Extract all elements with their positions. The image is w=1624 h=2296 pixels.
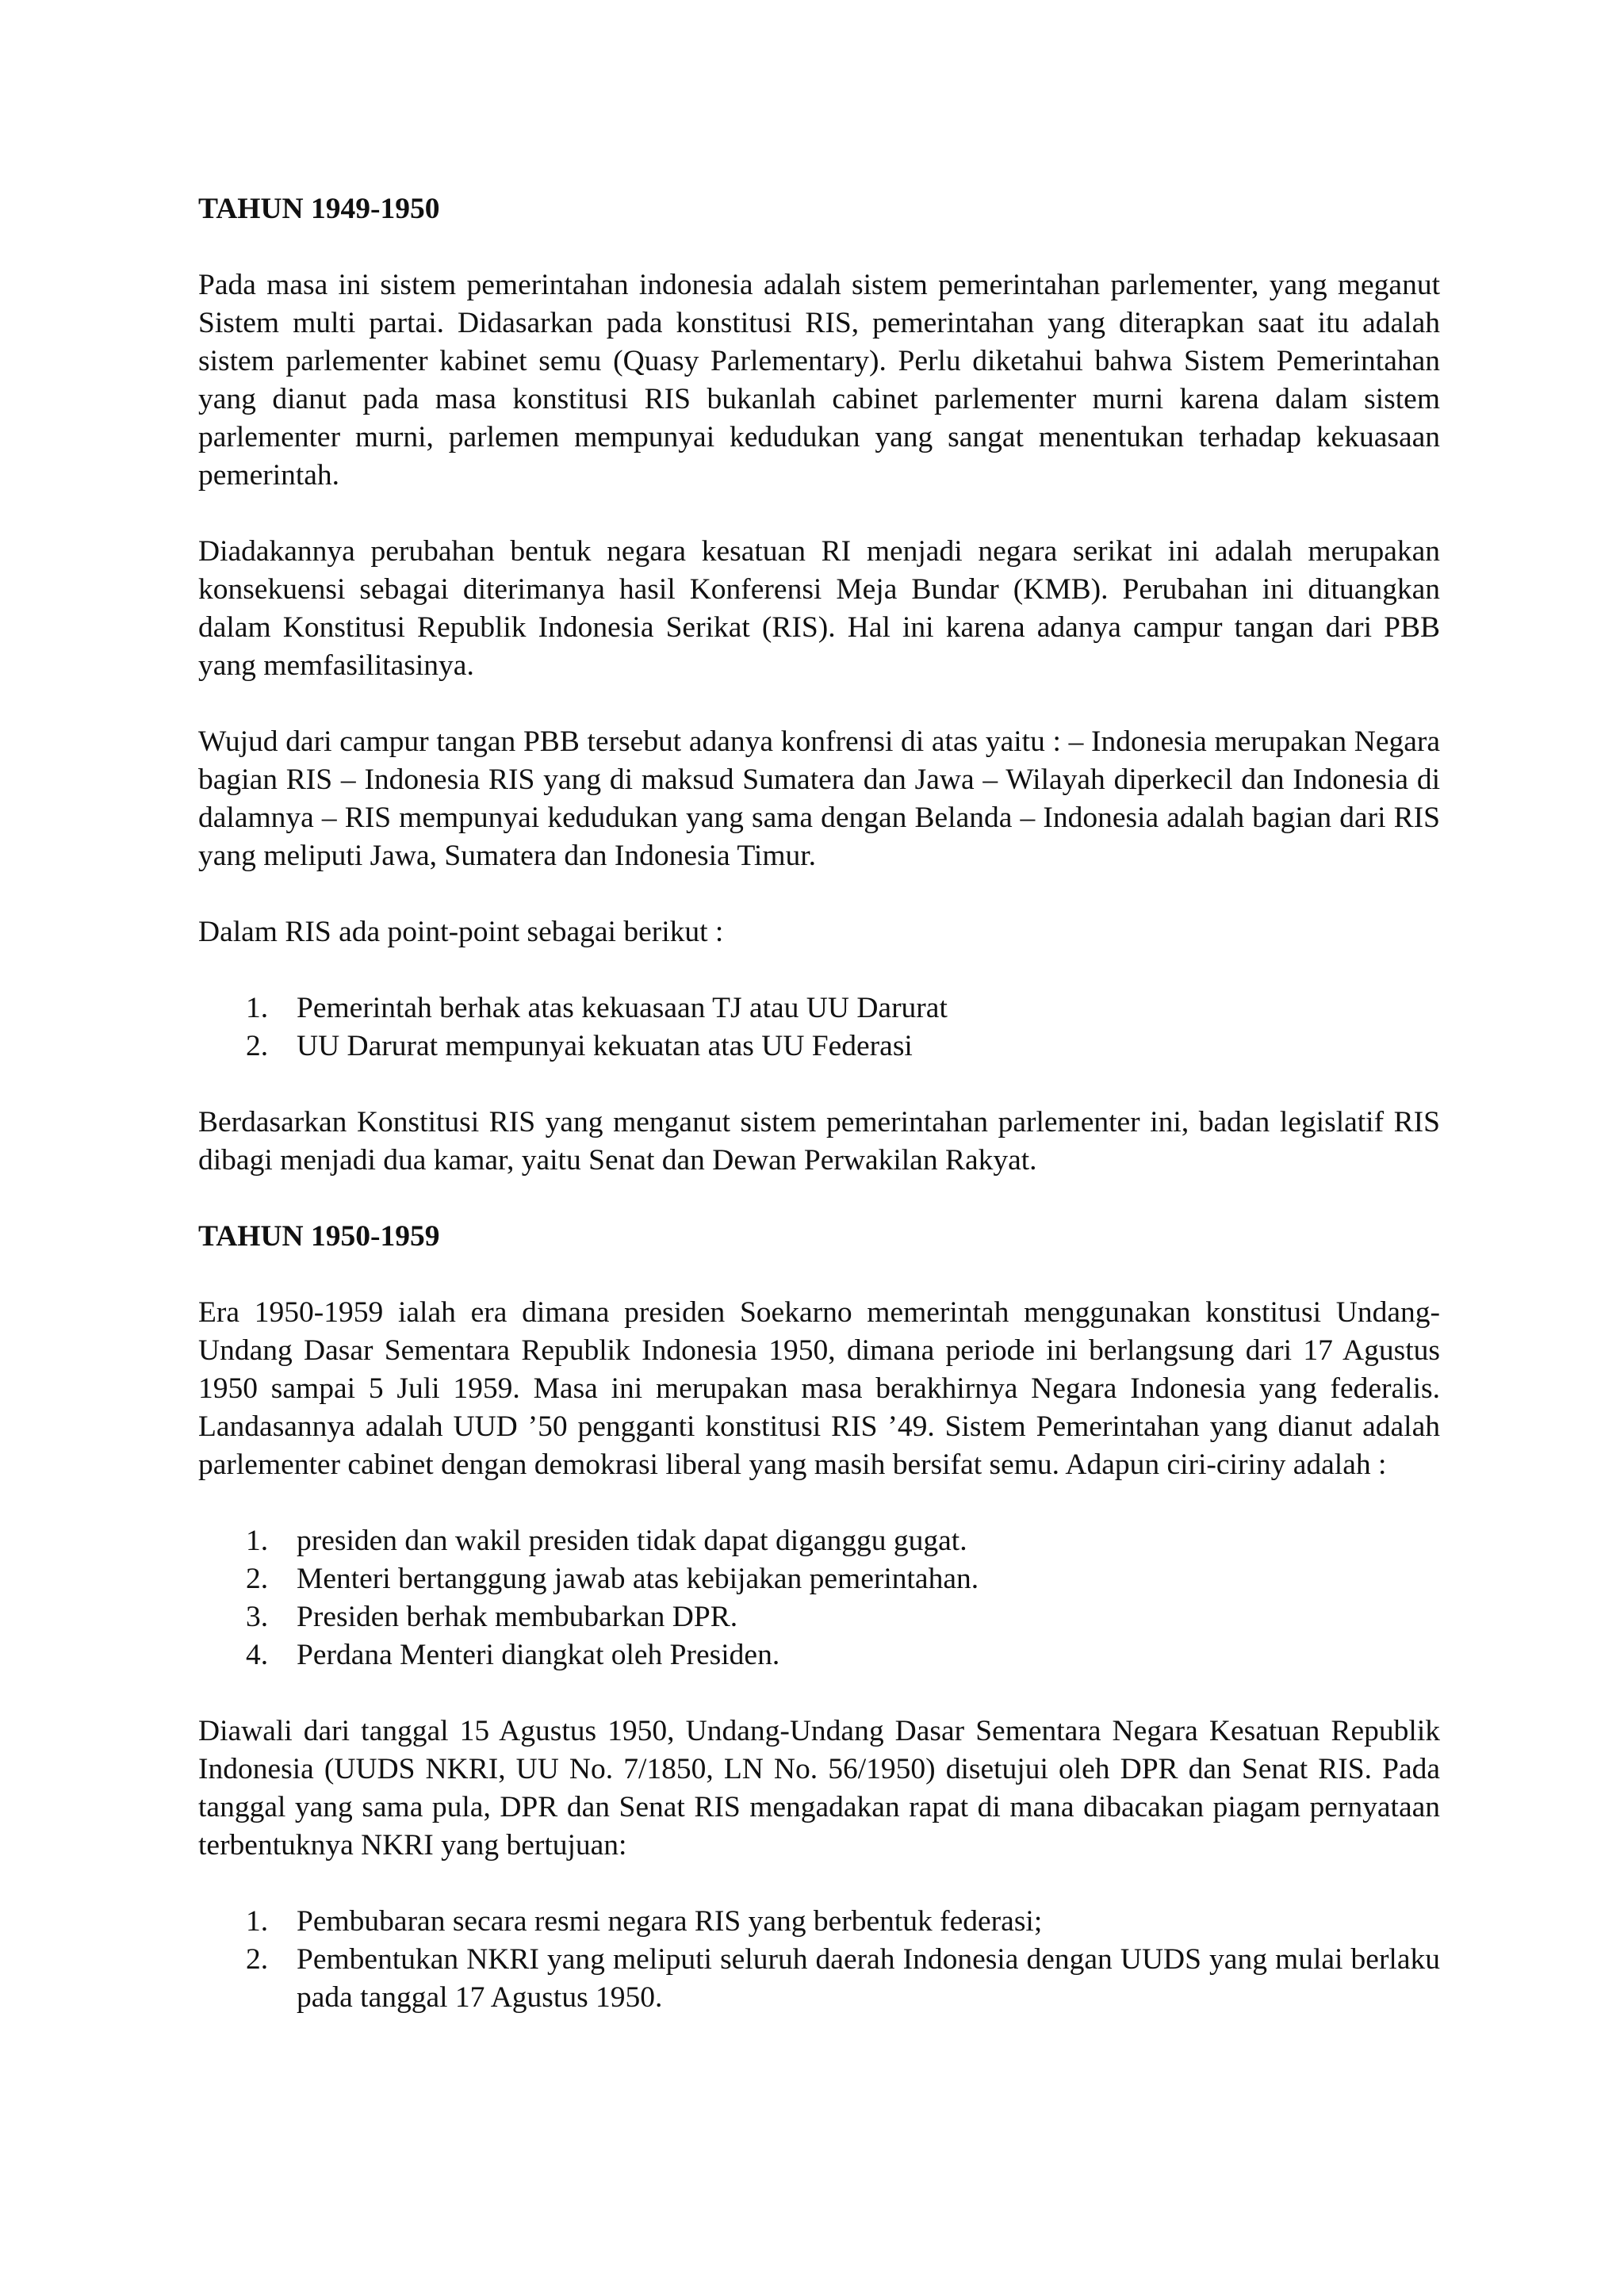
- list-item-number: 3.: [246, 1601, 269, 1633]
- paragraph-era-1950-1959: Era 1950-1959 ialah era dimana presiden Soekarno memerintah menggunakan konstitusi Undang-Undang Dasar Sementara Republik Indonesia 1950, dimana periode ini berlangsung dari 17 Agustus 1950 sampai 5 Juli 1959. Masa ini merupakan masa berakhirnya Negara Indonesia yang federalis. Landasannya adalah UUD ’50 pengganti konstitusi RIS ’49. Sistem Pemerintahan yang dianut adalah parlementer cabinet dengan demokrasi liberal yang masih bersifat semu. Adapun ciri-ciriny adalah :: [198, 1296, 1440, 1481]
- paragraph-perubahan-bentuk-negara: Diadakannya perubahan bentuk negara kesatuan RI menjadi negara serikat ini adalah merupakan konsekuensi sebagai diterimanya hasil Konferensi Meja Bundar (KMB). Perubahan ini dituangkan dalam Konstitusi Republik Indonesia Serikat (RIS). Hal ini karena adanya campur tangan dari PBB yang memfasilitasinya.: [198, 535, 1440, 682]
- list-item-text: Menteri bertanggung jawab atas kebijakan pemerintahan.: [297, 1563, 979, 1595]
- paragraph-uuds-nkri: Diawali dari tanggal 15 Agustus 1950, Undang-Undang Dasar Sementara Negara Kesatuan Republik Indonesia (UUDS NKRI, UU No. 7/1850, LN No. 56/1950) disetujui oleh DPR dan Senat RIS. Pada tanggal yang sama pula, DPR dan Senat RIS mengadakan rapat di mana dibacakan piagam pernyataan terbentuknya NKRI yang bertujuan:: [198, 1715, 1440, 1862]
- list-item: [198, 1598, 1440, 1636]
- list-item-text: UU Darurat mempunyai kekuatan atas UU Federasi: [297, 1030, 913, 1062]
- list-item: [198, 1903, 1440, 1941]
- section-heading-1949-1950: TAHUN 1949-1950: [198, 193, 440, 225]
- list-item-number: 1.: [246, 1525, 269, 1557]
- list-item-number: 1.: [246, 992, 269, 1024]
- list-item-number: 1.: [246, 1905, 269, 1938]
- list-item-text: Perdana Menteri diangkat oleh Presiden.: [297, 1639, 780, 1671]
- list-item: [198, 1636, 1440, 1674]
- list-item-text: Pembentukan NKRI yang meliputi seluruh daerah Indonesia dengan UUDS yang mulai berlaku pada tanggal 17 Agustus 1950.: [297, 1943, 1440, 2014]
- document-page: [198, 190, 1440, 2055]
- section-heading-1950-1959: TAHUN 1950-1959: [198, 1220, 440, 1253]
- list-item-text: Presiden berhak membubarkan DPR.: [297, 1601, 738, 1633]
- list-item-number: 4.: [246, 1639, 269, 1671]
- paragraph-point-ris: Dalam RIS ada point-point sebagai berikut :: [198, 916, 724, 948]
- list-item-text: presiden dan wakil presiden tidak dapat diganggu gugat.: [297, 1525, 967, 1557]
- list-item-number: 2.: [246, 1943, 269, 1976]
- list-item-text: Pembubaran secara resmi negara RIS yang berbentuk federasi;: [297, 1905, 1043, 1938]
- list-item: [198, 1027, 1440, 1066]
- list-item: [198, 1941, 1440, 2017]
- list-item: [198, 989, 1440, 1027]
- list-item-text: Pemerintah berhak atas kekuasaan TJ atau UU Darurat: [297, 992, 948, 1024]
- list-item: [198, 1522, 1440, 1560]
- list-ciri-ciri: [198, 1522, 1440, 1674]
- paragraph-sistem-parlementer: Pada masa ini sistem pemerintahan indonesia adalah sistem pemerintahan parlementer, yang meganut Sistem multi partai. Didasarkan pada konstitusi RIS, pemerintahan yang diterapkan saat itu adalah sistem parlementer kabinet semu (Quasy Parlementary). Perlu diketahui bahwa Sistem Pemerintahan yang dianut pada masa konstitusi RIS bukanlah cabinet parlementer murni karena dalam sistem parlementer murni, parlemen mempunyai kedudukan yang sangat menentukan terhadap kekuasaan pemerintah.: [198, 269, 1440, 492]
- list-item-number: 2.: [246, 1563, 269, 1595]
- list-point-ris: [198, 989, 1440, 1066]
- list-item: [198, 1560, 1440, 1598]
- paragraph-campur-tangan-pbb: Wujud dari campur tangan PBB tersebut adanya konfrensi di atas yaitu : – Indonesia merupakan Negara bagian RIS – Indonesia RIS yang di maksud Sumatera dan Jawa – Wilayah diperkecil dan Indonesia di dalamnya – RIS mempunyai kedudukan yang sama dengan Belanda – Indonesia adalah bagian dari RIS yang meliputi Jawa, Sumatera dan Indonesia Timur.: [198, 725, 1440, 872]
- paragraph-badan-legislatif: Berdasarkan Konstitusi RIS yang menganut sistem pemerintahan parlementer ini, badan legislatif RIS dibagi menjadi dua kamar, yaitu Senat dan Dewan Perwakilan Rakyat.: [198, 1106, 1440, 1177]
- list-tujuan-nkri: [198, 1903, 1440, 2017]
- list-item-number: 2.: [246, 1030, 269, 1062]
